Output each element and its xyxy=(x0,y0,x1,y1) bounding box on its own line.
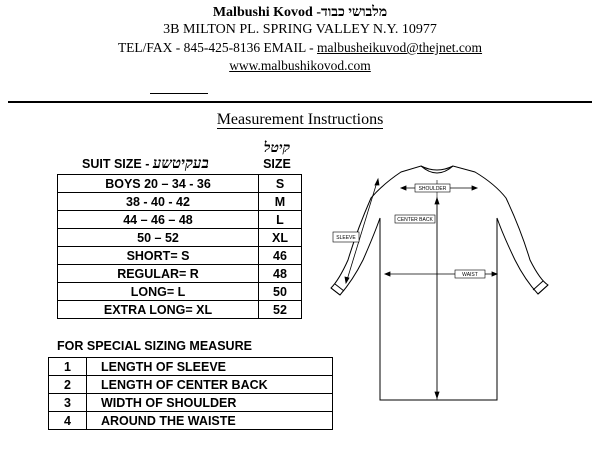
suit-size-cell: SHORT= S xyxy=(58,247,259,265)
kittel-size-cell: M xyxy=(259,193,302,211)
divider-short xyxy=(150,93,208,94)
kittel-size-cell: S xyxy=(259,175,302,193)
size-table xyxy=(57,174,302,319)
size-row xyxy=(58,175,302,193)
suit-size-cell: LONG= L xyxy=(58,283,259,301)
size-row xyxy=(58,193,302,211)
tel-fax: TEL/FAX - 845-425-8136 EMAIL - xyxy=(117,40,318,55)
suit-size-label-he: בעקיטשע xyxy=(152,154,209,172)
website-link[interactable]: www.malbushikovod.com xyxy=(229,58,371,73)
special-table xyxy=(48,357,333,430)
size-label: SIZE xyxy=(263,157,291,171)
size-row xyxy=(58,265,302,283)
website-line xyxy=(0,58,600,74)
kittel-diagram xyxy=(325,160,555,465)
special-text-cell: LENGTH OF CENTER BACK xyxy=(87,376,333,394)
contact-line xyxy=(0,40,600,56)
size-row xyxy=(58,229,302,247)
kittel-label: קיטל xyxy=(263,140,291,156)
suit-size-cell: 44 – 46 – 48 xyxy=(58,211,259,229)
suit-size-cell: 38 - 40 - 42 xyxy=(58,193,259,211)
suit-size-label-en: SUIT SIZE - xyxy=(82,157,150,171)
page-title: Measurement Instructions xyxy=(216,111,384,128)
kittel-size-cell: XL xyxy=(259,229,302,247)
special-number-cell: 4 xyxy=(49,412,87,430)
email-link[interactable]: malbusheikuvod@thejnet.com xyxy=(317,40,483,55)
suit-size-cell: 50 – 52 xyxy=(58,229,259,247)
special-row xyxy=(49,394,333,412)
waist-label: WAIST xyxy=(462,272,478,278)
company-address: 3B MILTON PL. SPRING VALLEY N.Y. 10977 xyxy=(163,22,437,37)
kittel-size-cell: 52 xyxy=(259,301,302,319)
size-row xyxy=(58,301,302,319)
special-row xyxy=(49,358,333,376)
kittel-size-cell: 46 xyxy=(259,247,302,265)
kittel-size-cell: 50 xyxy=(259,283,302,301)
company-name xyxy=(0,5,600,21)
special-row xyxy=(49,376,333,394)
suit-size-cell: REGULAR= R xyxy=(58,265,259,283)
suit-size-label xyxy=(82,154,209,173)
sleeve-arrow xyxy=(347,182,377,280)
center-back-label: CENTER BACK xyxy=(397,217,433,223)
company-name-he: מלבושי כבוד xyxy=(320,5,388,20)
size-row xyxy=(58,247,302,265)
special-text-cell: AROUND THE WAISTE xyxy=(87,412,333,430)
special-number-cell: 1 xyxy=(49,358,87,376)
size-row xyxy=(58,283,302,301)
special-row xyxy=(49,412,333,430)
divider xyxy=(8,101,592,103)
special-text-cell: WIDTH OF SHOULDER xyxy=(87,394,333,412)
special-number-cell: 3 xyxy=(49,394,87,412)
kittel-size-cell: L xyxy=(259,211,302,229)
company-name-en: Malbushi Kovod - xyxy=(212,5,321,20)
shoulder-label: SHOULDER xyxy=(418,186,447,192)
kittel-size-cell: 48 xyxy=(259,265,302,283)
garment-outline xyxy=(331,166,548,400)
special-number-cell: 2 xyxy=(49,376,87,394)
suit-size-cell: EXTRA LONG= XL xyxy=(58,301,259,319)
size-row xyxy=(58,211,302,229)
special-sizing-title: FOR SPECIAL SIZING MEASURE xyxy=(57,339,252,353)
special-text-cell: LENGTH OF SLEEVE xyxy=(87,358,333,376)
sleeve-label: SLEEVE xyxy=(336,235,356,241)
suit-size-cell: BOYS 20 – 34 - 36 xyxy=(58,175,259,193)
